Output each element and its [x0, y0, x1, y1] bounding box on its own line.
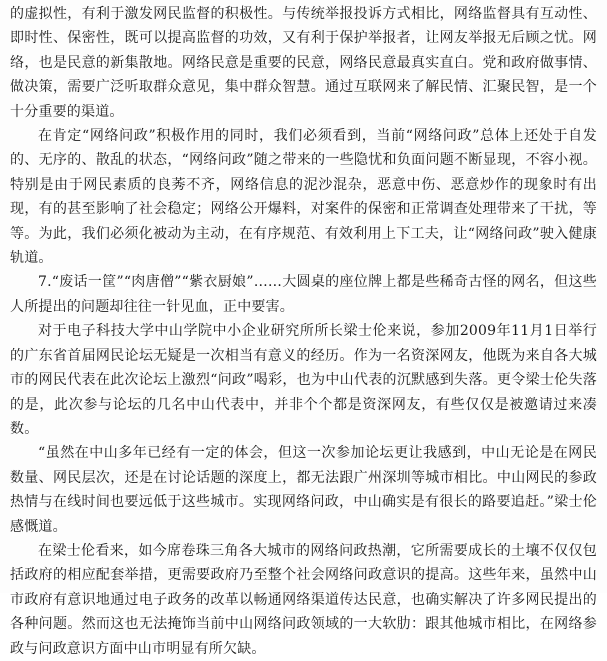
paragraph-3: 7.“废话一筐”“肉唐僧”“紫衣厨娘”……大圆桌的座位牌上都是些稀奇古怪的网名，但这些人所提出的问题却往往一针见血，正中要害。: [10, 274, 597, 315]
paragraph-1: 的虚拟性，有利于激发网民监督的积极性。与传统举报投诉方式相比，网络监督具有互动性、即时性、保密性，既可以提高监督的功效，又有利于保护举报者，让网友举报无后顾之忧。网络，也是民意的新集散地。网络民意是重要的民意，网络民意最真实直白。党和政府做事情、做决策，需要广泛听取群众意见，集中群众智慧。通过互联网来了解民情、汇聚民智，是一个十分重要的渠道。: [10, 6, 597, 120]
paragraph-6: 在梁士伦看来，如今席卷珠三角各大城市的网络问政热潮，它所需要成长的土壤不仅仅包括政府的相应配套举措，更需要政府乃至整个社会网络问政意识的提高。这些年来，虽然中山市政府有意识地通过电子政务的改革以畅通网络渠道传达民意，也确实解决了许多网民提出的各种问题。然而这也无法掩饰当前中山网络问政领域的一大软肋：跟其他城市相比，在网络参政与问政意识方面中山市明显有所欠缺。: [10, 542, 597, 657]
paragraph-2: 在肯定“网络问政”积极作用的同时，我们必须看到，当前“网络问政”总体上还处于自发的、无序的、散乱的状态，“网络问政”随之带来的一些隐忧和负面问题不断显现，不容小视。特别是由于网民素质的良莠不齐，网络信息的泥沙混杂，恶意中伤、恶意炒作的现象时有出现，有的甚至影响了社会稳定；网络公开爆料，对案件的保密和正常调查处理带来了干扰，等等。为此，我们必须化被动为主动，在有序规范、有效利用上下工夫，让“网络问政”驶入健康轨道。: [10, 128, 597, 267]
paragraph-5: “虽然在中山多年已经有一定的体会，但这一次参加论坛更让我感到，中山无论是在网民数量、网民层次，还是在讨论话题的深度上，都无法跟广州深圳等城市相比。中山网民的参政热情与在线时间也要远低于这些城市。实现网络问政，中山确实是有很长的路要追赶。”梁士伦感慨道。: [10, 445, 597, 535]
paragraph-4: 对于电子科技大学中山学院中小企业研究所所长梁士伦来说，参加2009年11月1日举行的广东省首届网民论坛无疑是一次相当有意义的经历。作为一名资深网友，他既为来自各大城市的网民代表在此次论坛上激烈“问政”喝彩，也为中山代表的沉默感到失落。更令梁士伦失落的是，此次参与论坛的几名中山代表中，并非个个都是资深网友，有些仅仅是被邀请过来凑数。: [10, 323, 597, 437]
